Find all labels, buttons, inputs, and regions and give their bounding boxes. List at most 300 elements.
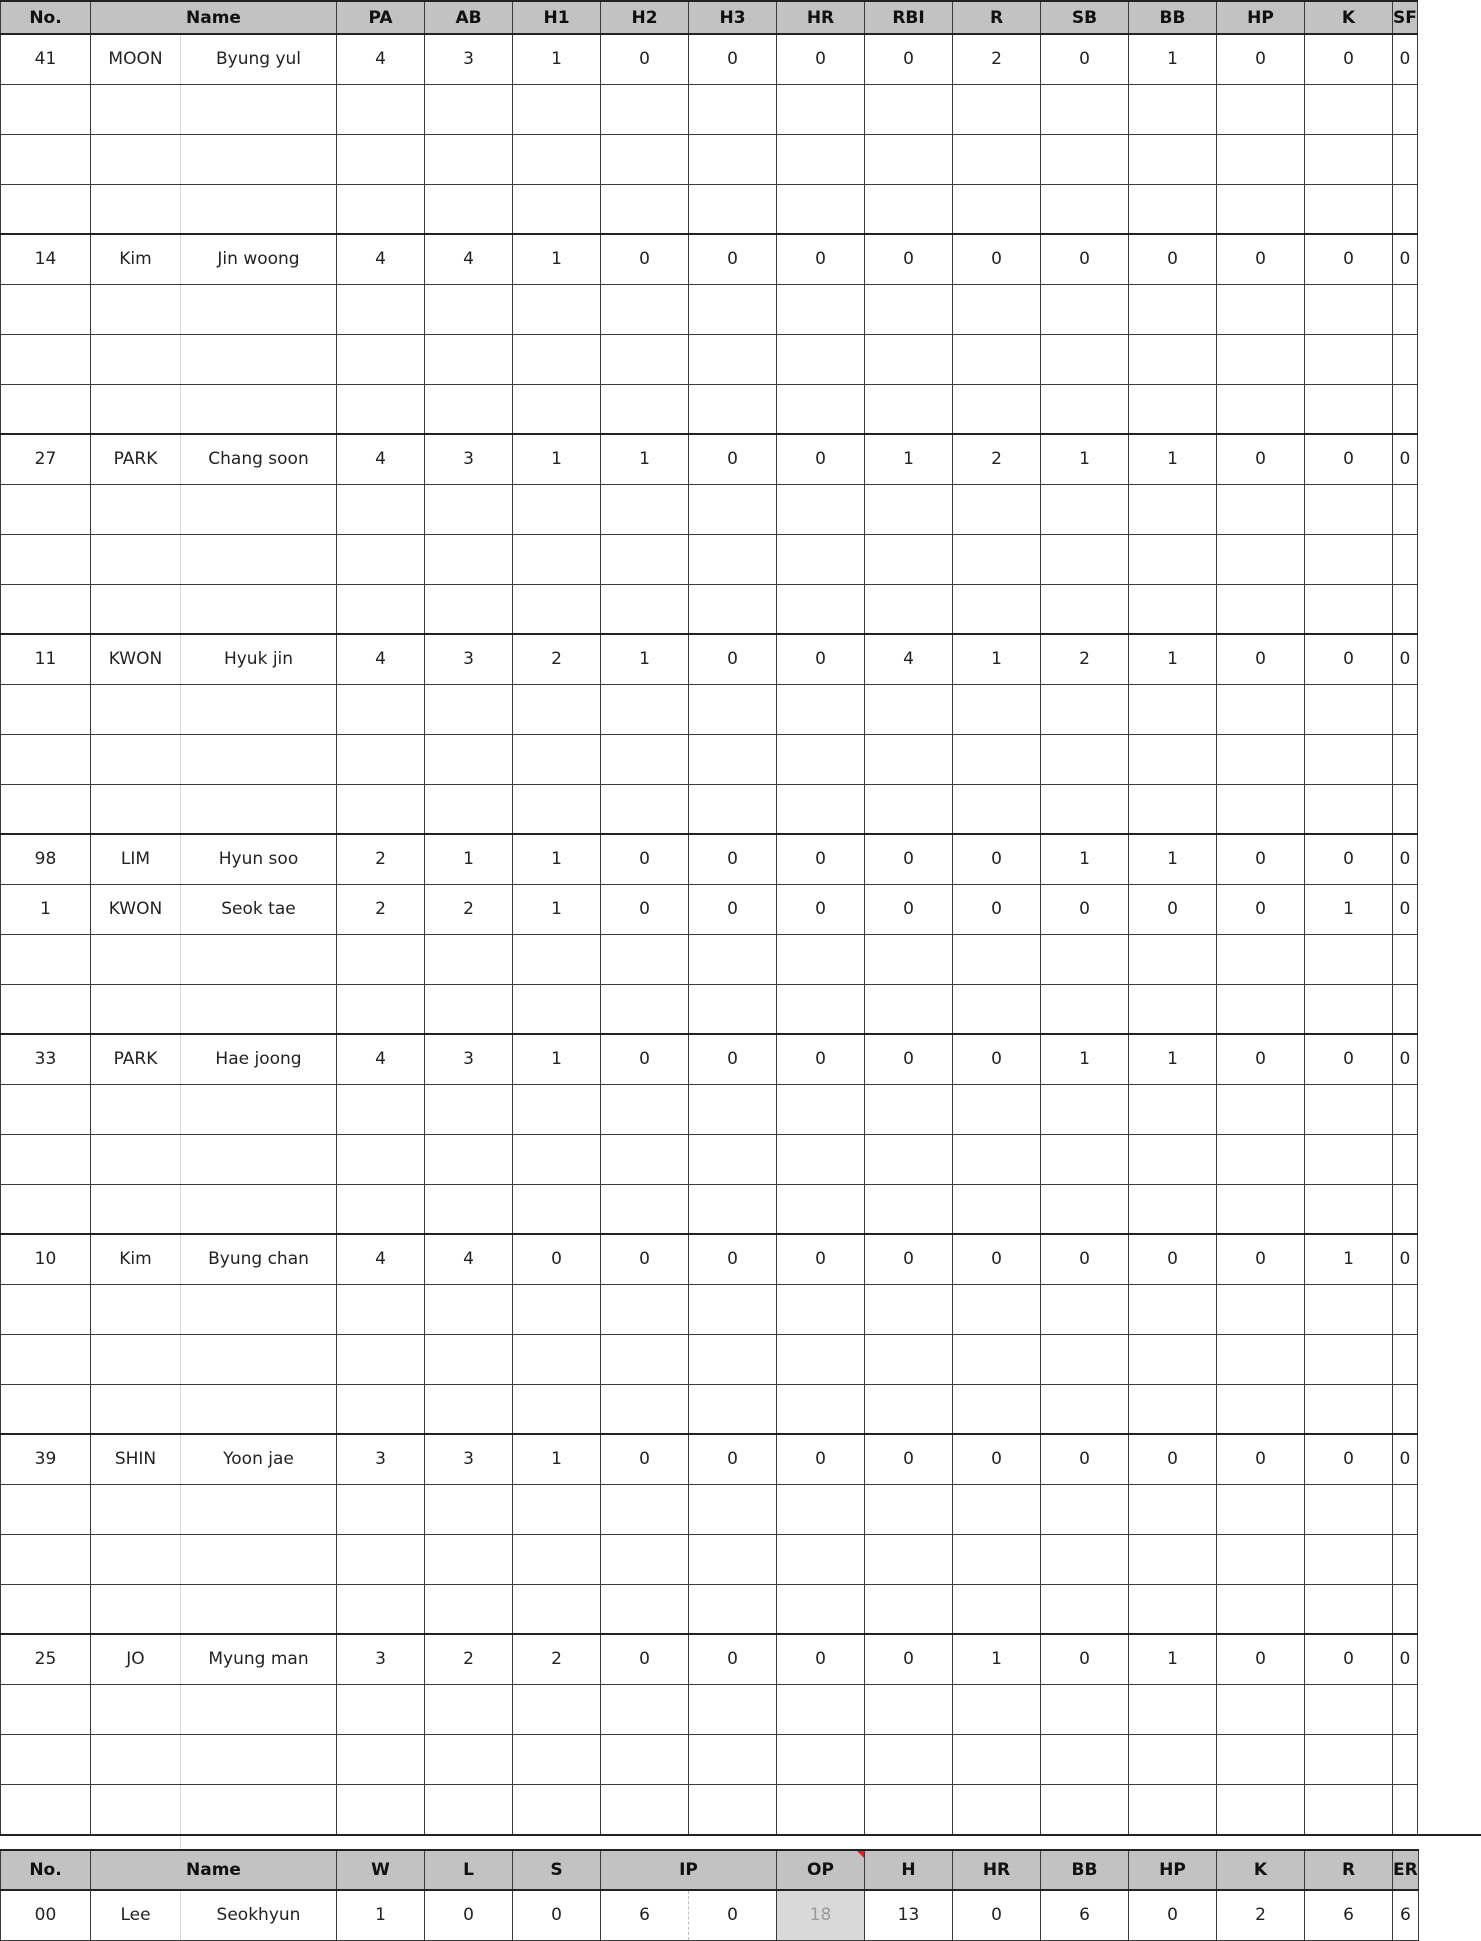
cell-hp[interactable]: [1217, 1084, 1305, 1134]
cell-hr[interactable]: [777, 384, 865, 434]
cell-ab[interactable]: [425, 534, 513, 584]
cell-bb[interactable]: [1129, 934, 1217, 984]
pitch-header-h[interactable]: H: [865, 1850, 953, 1890]
cell-k[interactable]: [1305, 1734, 1393, 1784]
cell-sf[interactable]: 0: [1393, 1634, 1418, 1684]
cell-first-name[interactable]: [181, 1184, 337, 1234]
cell-h2[interactable]: [601, 1184, 689, 1234]
cell-sb[interactable]: [1041, 1184, 1129, 1234]
cell-sf[interactable]: [1393, 1734, 1418, 1784]
cell-hp[interactable]: [1217, 1484, 1305, 1534]
cell-ab[interactable]: [425, 734, 513, 784]
cell-hr[interactable]: [777, 584, 865, 634]
cell-hr[interactable]: [777, 1134, 865, 1184]
cell-pa[interactable]: 3: [337, 1434, 425, 1484]
cell-h1[interactable]: [513, 584, 601, 634]
cell-h1[interactable]: [513, 1534, 601, 1584]
cell-r[interactable]: [953, 934, 1041, 984]
cell-hr[interactable]: 0: [777, 1434, 865, 1484]
cell-h3[interactable]: 0: [689, 434, 777, 484]
cell-hp[interactable]: [1217, 84, 1305, 134]
cell-rbi[interactable]: [865, 134, 953, 184]
cell-r[interactable]: [953, 684, 1041, 734]
cell-h2[interactable]: 0: [601, 1434, 689, 1484]
cell-last-name[interactable]: [91, 84, 181, 134]
cell-sf[interactable]: [1393, 1584, 1418, 1634]
cell-l[interactable]: 0: [425, 1890, 513, 1940]
cell-sf[interactable]: [1393, 1084, 1418, 1134]
cell-first-name[interactable]: [181, 1284, 337, 1334]
cell-h1[interactable]: 2: [513, 634, 601, 684]
cell-k[interactable]: [1305, 1384, 1393, 1434]
cell-no[interactable]: [1, 1534, 91, 1584]
cell-first-name[interactable]: [181, 1684, 337, 1734]
cell-ab[interactable]: [425, 1784, 513, 1834]
cell-pa[interactable]: [337, 1484, 425, 1534]
cell-first-name[interactable]: [181, 334, 337, 384]
cell-h2[interactable]: [601, 1084, 689, 1134]
cell-h2[interactable]: [601, 984, 689, 1034]
cell-h3[interactable]: 0: [689, 34, 777, 84]
cell-r[interactable]: [953, 1584, 1041, 1634]
cell-h1[interactable]: [513, 784, 601, 834]
cell-r[interactable]: 0: [953, 834, 1041, 884]
cell-k[interactable]: [1305, 684, 1393, 734]
cell-r[interactable]: [953, 584, 1041, 634]
cell-pa[interactable]: 4: [337, 1234, 425, 1284]
cell-h2[interactable]: [601, 284, 689, 334]
cell-sb[interactable]: [1041, 1734, 1129, 1784]
cell-rbi[interactable]: [865, 984, 953, 1034]
cell-hp[interactable]: [1217, 1184, 1305, 1234]
cell-first-name[interactable]: Myung man: [181, 1634, 337, 1684]
cell-h3[interactable]: [689, 1584, 777, 1634]
cell-h3[interactable]: [689, 734, 777, 784]
cell-k[interactable]: [1305, 984, 1393, 1034]
cell-sb[interactable]: [1041, 584, 1129, 634]
cell-sb[interactable]: [1041, 984, 1129, 1034]
cell-hr[interactable]: [777, 1734, 865, 1784]
cell-last-name[interactable]: [91, 984, 181, 1034]
cell-hr[interactable]: [777, 1584, 865, 1634]
cell-hp[interactable]: [1217, 1784, 1305, 1834]
cell-h2[interactable]: 0: [601, 34, 689, 84]
cell-bb[interactable]: [1129, 1484, 1217, 1534]
cell-no[interactable]: [1, 1784, 91, 1834]
cell-k[interactable]: [1305, 1484, 1393, 1534]
cell-hp[interactable]: [1217, 784, 1305, 834]
cell-bb[interactable]: 6: [1041, 1890, 1129, 1940]
cell-pa[interactable]: 2: [337, 834, 425, 884]
cell-bb[interactable]: [1129, 734, 1217, 784]
cell-h3[interactable]: [689, 134, 777, 184]
cell-bb[interactable]: [1129, 284, 1217, 334]
cell-last-name[interactable]: JO: [91, 1634, 181, 1684]
cell-rbi[interactable]: [865, 1734, 953, 1784]
cell-last-name[interactable]: KWON: [91, 884, 181, 934]
cell-h1[interactable]: 1: [513, 834, 601, 884]
cell-h2[interactable]: [601, 1684, 689, 1734]
cell-bb[interactable]: 1: [1129, 434, 1217, 484]
cell-hr[interactable]: [777, 984, 865, 1034]
cell-no[interactable]: [1, 84, 91, 134]
cell-rbi[interactable]: [865, 1334, 953, 1384]
cell-r[interactable]: [953, 1334, 1041, 1384]
cell-no[interactable]: 27: [1, 434, 91, 484]
header-sb[interactable]: SB: [1041, 1, 1129, 34]
cell-rbi[interactable]: [865, 734, 953, 784]
cell-h2[interactable]: [601, 1534, 689, 1584]
cell-k[interactable]: [1305, 334, 1393, 384]
cell-h3[interactable]: [689, 184, 777, 234]
cell-h3[interactable]: [689, 1084, 777, 1134]
cell-last-name[interactable]: [91, 1484, 181, 1534]
cell-last-name[interactable]: [91, 734, 181, 784]
cell-first-name[interactable]: [181, 1334, 337, 1384]
cell-no[interactable]: 39: [1, 1434, 91, 1484]
cell-sf[interactable]: [1393, 784, 1418, 834]
cell-h3[interactable]: [689, 84, 777, 134]
cell-rbi[interactable]: [865, 484, 953, 534]
cell-no[interactable]: [1, 1184, 91, 1234]
cell-hr[interactable]: [777, 334, 865, 384]
cell-first-name[interactable]: [181, 1534, 337, 1584]
cell-rbi[interactable]: 0: [865, 1634, 953, 1684]
pitch-header-bb[interactable]: BB: [1041, 1850, 1129, 1890]
pitch-header-w[interactable]: W: [337, 1850, 425, 1890]
cell-hr[interactable]: [777, 1284, 865, 1334]
cell-er[interactable]: 6: [1393, 1890, 1419, 1940]
cell-k[interactable]: 2: [1217, 1890, 1305, 1940]
cell-h2[interactable]: [601, 784, 689, 834]
cell-sf[interactable]: 0: [1393, 1234, 1418, 1284]
cell-hp[interactable]: [1217, 684, 1305, 734]
cell-hp[interactable]: 0: [1217, 834, 1305, 884]
cell-no[interactable]: [1, 734, 91, 784]
cell-r[interactable]: [953, 984, 1041, 1034]
cell-rbi[interactable]: [865, 584, 953, 634]
cell-ab[interactable]: 3: [425, 634, 513, 684]
cell-hr[interactable]: [777, 1334, 865, 1384]
cell-h2[interactable]: 0: [601, 884, 689, 934]
cell-last-name[interactable]: PARK: [91, 1034, 181, 1084]
cell-h2[interactable]: 1: [601, 434, 689, 484]
cell-ab[interactable]: [425, 1584, 513, 1634]
cell-bb[interactable]: 0: [1129, 234, 1217, 284]
cell-first-name[interactable]: [181, 1084, 337, 1134]
cell-h3[interactable]: [689, 984, 777, 1034]
pitch-header-er[interactable]: ER: [1393, 1850, 1419, 1890]
cell-hr[interactable]: 0: [777, 34, 865, 84]
cell-hr[interactable]: 0: [777, 1034, 865, 1084]
cell-last-name[interactable]: PARK: [91, 434, 181, 484]
cell-ab[interactable]: 2: [425, 884, 513, 934]
cell-hp[interactable]: [1217, 334, 1305, 384]
cell-sf[interactable]: [1393, 684, 1418, 734]
cell-ab[interactable]: 3: [425, 34, 513, 84]
cell-hp[interactable]: [1217, 184, 1305, 234]
cell-ab[interactable]: [425, 934, 513, 984]
cell-ab[interactable]: [425, 684, 513, 734]
cell-no[interactable]: [1, 1084, 91, 1134]
cell-h1[interactable]: [513, 284, 601, 334]
cell-bb[interactable]: [1129, 334, 1217, 384]
cell-no[interactable]: 98: [1, 834, 91, 884]
cell-r[interactable]: [953, 784, 1041, 834]
cell-hp[interactable]: 0: [1129, 1890, 1217, 1940]
cell-sb[interactable]: [1041, 684, 1129, 734]
cell-k[interactable]: [1305, 934, 1393, 984]
cell-hp[interactable]: 0: [1217, 1034, 1305, 1084]
cell-bb[interactable]: [1129, 184, 1217, 234]
cell-r[interactable]: [953, 1784, 1041, 1834]
pitch-header-name[interactable]: Name: [91, 1850, 337, 1890]
cell-last-name[interactable]: Kim: [91, 234, 181, 284]
cell-hr[interactable]: [777, 184, 865, 234]
cell-h2[interactable]: 0: [601, 834, 689, 884]
cell-h3[interactable]: [689, 284, 777, 334]
cell-sb[interactable]: 0: [1041, 234, 1129, 284]
header-hr[interactable]: HR: [777, 1, 865, 34]
cell-hr[interactable]: [777, 1684, 865, 1734]
cell-last-name[interactable]: [91, 1184, 181, 1234]
cell-pa[interactable]: 4: [337, 234, 425, 284]
cell-sb[interactable]: 0: [1041, 884, 1129, 934]
cell-k[interactable]: [1305, 484, 1393, 534]
cell-h1[interactable]: [513, 1784, 601, 1834]
cell-r[interactable]: [953, 184, 1041, 234]
cell-rbi[interactable]: [865, 784, 953, 834]
cell-no[interactable]: [1, 684, 91, 734]
cell-ab[interactable]: [425, 1684, 513, 1734]
cell-rbi[interactable]: [865, 1084, 953, 1134]
cell-hp[interactable]: [1217, 1534, 1305, 1584]
cell-first-name[interactable]: [181, 1484, 337, 1534]
cell-pa[interactable]: [337, 784, 425, 834]
cell-pa[interactable]: [337, 184, 425, 234]
cell-k[interactable]: [1305, 1684, 1393, 1734]
cell-hr[interactable]: 0: [777, 1634, 865, 1684]
cell-pa[interactable]: [337, 334, 425, 384]
cell-bb[interactable]: [1129, 1534, 1217, 1584]
cell-rbi[interactable]: [865, 84, 953, 134]
pitch-header-ip[interactable]: IP: [601, 1850, 777, 1890]
cell-h2[interactable]: 0: [601, 1234, 689, 1284]
cell-h3[interactable]: [689, 534, 777, 584]
cell-hr[interactable]: 0: [777, 234, 865, 284]
cell-h1[interactable]: 0: [513, 1234, 601, 1284]
cell-k[interactable]: [1305, 84, 1393, 134]
cell-sb[interactable]: 0: [1041, 1634, 1129, 1684]
cell-first-name[interactable]: Hyuk jin: [181, 634, 337, 684]
cell-ab[interactable]: [425, 1284, 513, 1334]
cell-hp[interactable]: [1217, 1734, 1305, 1784]
cell-k[interactable]: 0: [1305, 834, 1393, 884]
cell-no[interactable]: 25: [1, 1634, 91, 1684]
cell-k[interactable]: [1305, 1334, 1393, 1384]
cell-h2[interactable]: [601, 484, 689, 534]
cell-last-name[interactable]: [91, 284, 181, 334]
cell-no[interactable]: [1, 384, 91, 434]
cell-sb[interactable]: [1041, 184, 1129, 234]
cell-ab[interactable]: [425, 384, 513, 434]
cell-hr[interactable]: [777, 1784, 865, 1834]
cell-h3[interactable]: [689, 1384, 777, 1434]
cell-first-name[interactable]: Hyun soo: [181, 834, 337, 884]
cell-hr[interactable]: [777, 934, 865, 984]
cell-last-name[interactable]: [91, 484, 181, 534]
cell-r[interactable]: 0: [953, 1434, 1041, 1484]
cell-h2[interactable]: [601, 1784, 689, 1834]
cell-h2[interactable]: [601, 934, 689, 984]
cell-bb[interactable]: [1129, 134, 1217, 184]
cell-first-name[interactable]: Seok tae: [181, 884, 337, 934]
cell-ab[interactable]: [425, 784, 513, 834]
cell-h3[interactable]: [689, 1484, 777, 1534]
header-pa[interactable]: PA: [337, 1, 425, 34]
cell-h1[interactable]: [513, 1334, 601, 1384]
cell-k[interactable]: [1305, 1084, 1393, 1134]
cell-pa[interactable]: 4: [337, 634, 425, 684]
cell-first-name[interactable]: [181, 934, 337, 984]
cell-bb[interactable]: 0: [1129, 1434, 1217, 1484]
cell-k[interactable]: [1305, 1134, 1393, 1184]
cell-last-name[interactable]: [91, 684, 181, 734]
cell-h1[interactable]: [513, 134, 601, 184]
cell-hr[interactable]: [777, 1484, 865, 1534]
cell-h2[interactable]: [601, 1384, 689, 1434]
cell-h1[interactable]: 1: [513, 434, 601, 484]
cell-sf[interactable]: [1393, 184, 1418, 234]
cell-h1[interactable]: [513, 534, 601, 584]
cell-sb[interactable]: 1: [1041, 1034, 1129, 1084]
cell-r[interactable]: [953, 484, 1041, 534]
cell-first-name[interactable]: Seokhyun: [181, 1890, 337, 1940]
cell-r[interactable]: 0: [953, 234, 1041, 284]
header-bb[interactable]: BB: [1129, 1, 1217, 34]
cell-hr[interactable]: 0: [777, 834, 865, 884]
cell-h2[interactable]: 0: [601, 1034, 689, 1084]
cell-rbi[interactable]: [865, 1584, 953, 1634]
cell-h1[interactable]: [513, 384, 601, 434]
cell-hr[interactable]: [777, 484, 865, 534]
cell-hp[interactable]: [1217, 584, 1305, 634]
cell-h1[interactable]: [513, 1684, 601, 1734]
cell-pa[interactable]: [337, 284, 425, 334]
cell-h1[interactable]: [513, 1384, 601, 1434]
cell-sf[interactable]: [1393, 734, 1418, 784]
header-ab[interactable]: AB: [425, 1, 513, 34]
cell-no[interactable]: [1, 1384, 91, 1434]
cell-r[interactable]: [953, 1684, 1041, 1734]
cell-r[interactable]: [953, 134, 1041, 184]
cell-ab[interactable]: [425, 284, 513, 334]
cell-bb[interactable]: [1129, 384, 1217, 434]
cell-sf[interactable]: [1393, 1684, 1418, 1734]
cell-sb[interactable]: [1041, 1134, 1129, 1184]
cell-bb[interactable]: [1129, 1134, 1217, 1184]
cell-hr[interactable]: [777, 684, 865, 734]
cell-hr[interactable]: [777, 1384, 865, 1434]
cell-sb[interactable]: [1041, 1084, 1129, 1134]
cell-h1[interactable]: 1: [513, 34, 601, 84]
cell-h1[interactable]: 1: [513, 884, 601, 934]
cell-h3[interactable]: 0: [689, 634, 777, 684]
cell-h3[interactable]: [689, 1734, 777, 1784]
cell-hr[interactable]: [777, 1184, 865, 1234]
cell-bb[interactable]: [1129, 1284, 1217, 1334]
cell-k[interactable]: [1305, 284, 1393, 334]
cell-first-name[interactable]: [181, 484, 337, 534]
cell-h2[interactable]: [601, 334, 689, 384]
cell-no[interactable]: [1, 1134, 91, 1184]
pitch-header-s[interactable]: S: [513, 1850, 601, 1890]
cell-h1[interactable]: [513, 984, 601, 1034]
cell-rbi[interactable]: 0: [865, 1434, 953, 1484]
cell-h2[interactable]: [601, 1734, 689, 1784]
cell-bb[interactable]: 1: [1129, 834, 1217, 884]
cell-h3[interactable]: [689, 1184, 777, 1234]
cell-r[interactable]: [953, 334, 1041, 384]
cell-sb[interactable]: [1041, 784, 1129, 834]
cell-hp[interactable]: [1217, 1134, 1305, 1184]
cell-k[interactable]: 0: [1305, 1034, 1393, 1084]
cell-sf[interactable]: 0: [1393, 634, 1418, 684]
cell-no[interactable]: 1: [1, 884, 91, 934]
cell-r[interactable]: [953, 384, 1041, 434]
cell-first-name[interactable]: [181, 1784, 337, 1834]
header-rbi[interactable]: RBI: [865, 1, 953, 34]
cell-h[interactable]: 13: [865, 1890, 953, 1940]
cell-h3[interactable]: 0: [689, 1034, 777, 1084]
cell-r[interactable]: [953, 1484, 1041, 1534]
cell-rbi[interactable]: [865, 1684, 953, 1734]
cell-r[interactable]: [953, 534, 1041, 584]
cell-pa[interactable]: 4: [337, 1034, 425, 1084]
cell-ab[interactable]: [425, 1534, 513, 1584]
cell-sf[interactable]: 0: [1393, 884, 1418, 934]
cell-first-name[interactable]: [181, 1384, 337, 1434]
cell-no[interactable]: [1, 1584, 91, 1634]
cell-pa[interactable]: [337, 684, 425, 734]
cell-sb[interactable]: [1041, 934, 1129, 984]
cell-sf[interactable]: [1393, 934, 1418, 984]
cell-no[interactable]: 00: [1, 1890, 91, 1940]
cell-pa[interactable]: [337, 584, 425, 634]
cell-ab[interactable]: 3: [425, 434, 513, 484]
cell-sb[interactable]: [1041, 484, 1129, 534]
cell-hp[interactable]: [1217, 534, 1305, 584]
cell-rbi[interactable]: [865, 334, 953, 384]
cell-k[interactable]: 0: [1305, 34, 1393, 84]
cell-h1[interactable]: [513, 1134, 601, 1184]
pitch-header-no[interactable]: No.: [1, 1850, 91, 1890]
pitch-header-r[interactable]: R: [1305, 1850, 1393, 1890]
cell-h1[interactable]: 1: [513, 234, 601, 284]
cell-h1[interactable]: [513, 684, 601, 734]
cell-ab[interactable]: [425, 1384, 513, 1434]
cell-r[interactable]: [953, 1134, 1041, 1184]
cell-last-name[interactable]: [91, 1134, 181, 1184]
cell-k[interactable]: [1305, 584, 1393, 634]
cell-h3[interactable]: 0: [689, 834, 777, 884]
cell-sf[interactable]: [1393, 1534, 1418, 1584]
cell-bb[interactable]: [1129, 84, 1217, 134]
cell-hp[interactable]: 0: [1217, 1634, 1305, 1684]
cell-last-name[interactable]: LIM: [91, 834, 181, 884]
cell-first-name[interactable]: [181, 184, 337, 234]
cell-h1[interactable]: [513, 1284, 601, 1334]
